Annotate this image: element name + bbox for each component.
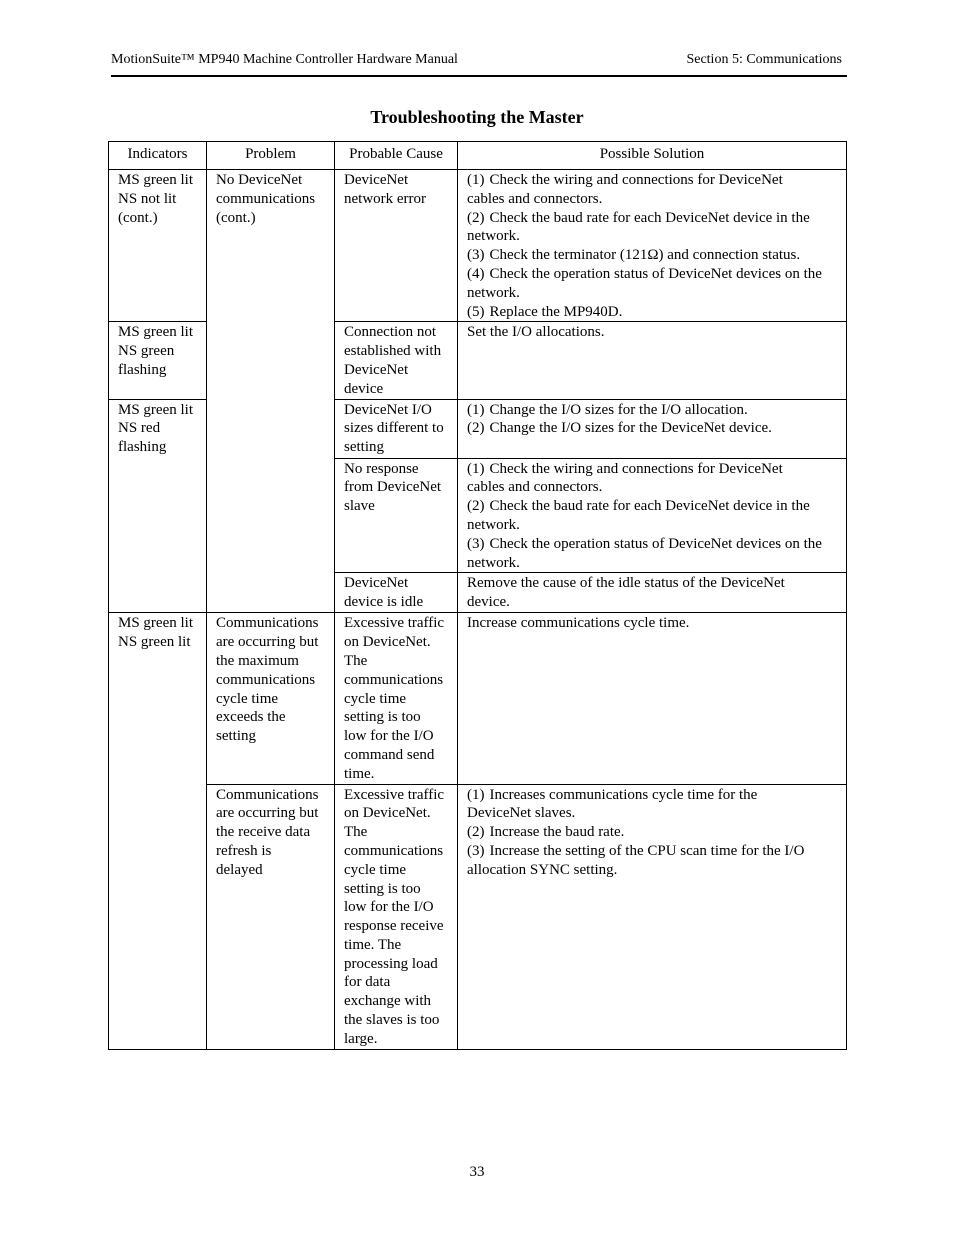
solution-text: Check the wiring and connections for DeviceNet (489, 460, 783, 477)
cell-line: network error (344, 190, 427, 207)
solution-line (467, 497, 838, 516)
solution-text: Change the I/O sizes for the DeviceNet device. (489, 420, 772, 437)
cell-line: MS green lit (118, 172, 193, 188)
cell-line: NS green (118, 343, 175, 360)
solution-text: Check the baud rate for each DeviceNet device in the (489, 209, 810, 226)
step-number: (5) (467, 303, 485, 320)
cell-line: are occurring but (216, 634, 319, 651)
solution-line (467, 401, 838, 420)
probable-cause-cell (335, 322, 458, 399)
cell-line: device (344, 380, 384, 397)
solution-text: Increase the setting of the CPU scan time for the I/O (489, 842, 805, 859)
solution-line (467, 190, 838, 209)
possible-solution-cell (458, 458, 847, 573)
cell-line: command send (344, 746, 435, 763)
cell-line: low for the I/O (344, 728, 434, 745)
cell-line: setting (344, 439, 384, 456)
solution-line (467, 227, 838, 246)
possible-solution-cell (458, 573, 847, 613)
cell-line: NS not lit (118, 190, 177, 207)
cell-line: on DeviceNet. (344, 805, 431, 822)
possible-solution-cell (458, 399, 847, 458)
solution-line (467, 303, 838, 322)
step-number: (1) (467, 786, 485, 803)
table-row (109, 170, 847, 322)
cell-line: response receive (344, 918, 444, 935)
cell-line: communications (344, 842, 444, 859)
column-header-indicators: Indicators (109, 142, 207, 170)
indicators-cell (109, 170, 207, 322)
cell-line: on DeviceNet. (344, 634, 431, 651)
cell-line: for data (344, 974, 391, 991)
probable-cause-cell (335, 170, 458, 322)
cell-line: large. (344, 1030, 378, 1047)
page-header (111, 51, 847, 77)
troubleshooting-table (108, 141, 847, 1050)
manual-title: MotionSuite™ MP940 Machine Controller Hardware Manual (111, 52, 458, 67)
indicators-cell (109, 399, 207, 613)
possible-solution-cell (458, 322, 847, 399)
possible-solution-cell (458, 170, 847, 322)
cell-line: from DeviceNet (344, 479, 442, 496)
cell-line: the receive data (216, 824, 311, 841)
column-header-probable-cause: Probable Cause (335, 142, 458, 170)
solution-line (467, 265, 838, 284)
step-number: (2) (467, 824, 485, 841)
solution-text: Check the wiring and connections for DeviceNet (489, 172, 783, 188)
cell-line: exchange with (344, 993, 432, 1010)
cell-line: communications (344, 671, 444, 688)
step-number: (1) (467, 401, 485, 418)
solution-text: cables and connectors. (467, 190, 603, 207)
solution-text: Check the operation status of DeviceNet devices on the (489, 535, 822, 552)
solution-line (467, 535, 838, 554)
cell-line: (cont.) (216, 209, 256, 226)
cell-line: setting is too (344, 880, 421, 897)
cell-line: flashing (118, 361, 167, 378)
table-row (109, 784, 847, 1049)
cell-line: cycle time (344, 690, 407, 707)
solution-line (467, 419, 838, 438)
solution-line (467, 171, 838, 190)
problem-cell (207, 170, 335, 613)
cell-line: Excessive traffic (344, 615, 445, 632)
section-title: Section 5: Communications (686, 52, 842, 67)
solution-text: allocation SYNC setting. (467, 861, 618, 878)
solution-text: Change the I/O sizes for the I/O allocation. (489, 401, 748, 418)
solution-line (467, 284, 838, 303)
cell-line: (cont.) (118, 209, 158, 226)
solution-text: Increase communications cycle time. (467, 615, 690, 632)
solution-line (467, 786, 838, 805)
solution-text: Check the baud rate for each DeviceNet device in the (489, 498, 810, 515)
cell-line: time. The (344, 936, 402, 953)
cell-line: slave (344, 498, 375, 515)
cell-line: NS red (118, 420, 161, 437)
probable-cause-cell (335, 399, 458, 458)
step-number: (2) (467, 498, 485, 515)
page-number: 33 (469, 1164, 485, 1180)
cell-line: Connection not (344, 324, 437, 341)
cell-line: the slaves is too (344, 1012, 440, 1029)
cell-line: device is idle (344, 594, 424, 611)
indicators-cell (109, 613, 207, 1049)
problem-cell (207, 613, 335, 784)
probable-cause-cell (335, 613, 458, 784)
cell-line: No DeviceNet (216, 172, 303, 188)
solution-line (467, 209, 838, 228)
solution-text: Increase the baud rate. (489, 824, 625, 841)
table-row (109, 613, 847, 784)
cell-line: Excessive traffic (344, 786, 445, 803)
cell-line: Communications (216, 615, 319, 632)
solution-text: network. (467, 284, 520, 301)
cell-line: The (344, 652, 368, 669)
solution-text: Remove the cause of the idle status of the DeviceNet (467, 575, 785, 592)
cell-line: cycle time (216, 690, 279, 707)
probable-cause-cell (335, 573, 458, 613)
cell-line: MS green lit (118, 401, 193, 418)
solution-text: network. (467, 516, 520, 533)
solution-text: Replace the MP940D. (489, 303, 623, 320)
cell-line: setting (216, 728, 256, 745)
cell-line: Communications (216, 786, 319, 803)
cell-line: sizes different to (344, 420, 444, 437)
probable-cause-cell (335, 784, 458, 1049)
solution-line (467, 574, 838, 593)
step-number: (3) (467, 247, 485, 264)
solution-text: DeviceNet slaves. (467, 805, 576, 822)
solution-text: Check the terminator (121Ω) and connection status. (489, 247, 801, 264)
cell-line: low for the I/O (344, 899, 434, 916)
solution-line (467, 323, 838, 342)
cell-line: NS green lit (118, 634, 191, 651)
cell-line: MS green lit (118, 615, 193, 632)
cell-line: DeviceNet (344, 172, 409, 188)
cell-line: The (344, 824, 368, 841)
cell-line: exceeds the (216, 709, 286, 726)
solution-line (467, 516, 838, 535)
solution-line (467, 460, 838, 479)
possible-solution-cell (458, 613, 847, 784)
solution-line (467, 246, 838, 265)
cell-line: DeviceNet I/O (344, 401, 432, 418)
solution-line (467, 614, 838, 633)
cell-line: DeviceNet (344, 575, 409, 592)
step-number: (1) (467, 172, 485, 188)
step-number: (2) (467, 209, 485, 226)
cell-line: MS green lit (118, 324, 193, 341)
solution-text: cables and connectors. (467, 479, 603, 496)
cell-line: flashing (118, 439, 167, 456)
solution-text: Increases communications cycle time for the (489, 786, 758, 803)
step-number: (3) (467, 535, 485, 552)
cell-line: communications (216, 190, 316, 207)
cell-line: are occurring but (216, 805, 319, 822)
cell-line: No response (344, 460, 419, 477)
cell-line: established with (344, 343, 442, 360)
column-header-possible-solution: Possible Solution (458, 142, 847, 170)
cell-line: cycle time (344, 861, 407, 878)
probable-cause-cell (335, 458, 458, 573)
cell-line: communications (216, 671, 316, 688)
solution-line (467, 823, 838, 842)
possible-solution-cell (458, 784, 847, 1049)
cell-line: delayed (216, 861, 263, 878)
cell-line: refresh is (216, 842, 272, 859)
problem-cell (207, 784, 335, 1049)
cell-line: processing load (344, 955, 438, 972)
solution-text: network. (467, 554, 520, 571)
cell-line: setting is too (344, 709, 421, 726)
indicators-cell (109, 322, 207, 399)
solution-line (467, 861, 838, 880)
step-number: (2) (467, 420, 485, 437)
solution-text: device. (467, 594, 510, 611)
solution-line (467, 593, 838, 612)
cell-line: the maximum (216, 652, 299, 669)
solution-line (467, 554, 838, 573)
solution-text: network. (467, 228, 520, 245)
cell-line: DeviceNet (344, 361, 409, 378)
step-number: (3) (467, 842, 485, 859)
step-number: (4) (467, 265, 485, 282)
cell-line: time. (344, 765, 375, 782)
table-title: Troubleshooting the Master (370, 107, 584, 127)
solution-line (467, 842, 838, 861)
table-header-row (109, 142, 847, 170)
solution-line (467, 804, 838, 823)
solution-text: Set the I/O allocations. (467, 324, 605, 341)
column-header-problem: Problem (207, 142, 335, 170)
solution-line (467, 478, 838, 497)
solution-text: Check the operation status of DeviceNet devices on the (489, 265, 822, 282)
step-number: (1) (467, 460, 485, 477)
